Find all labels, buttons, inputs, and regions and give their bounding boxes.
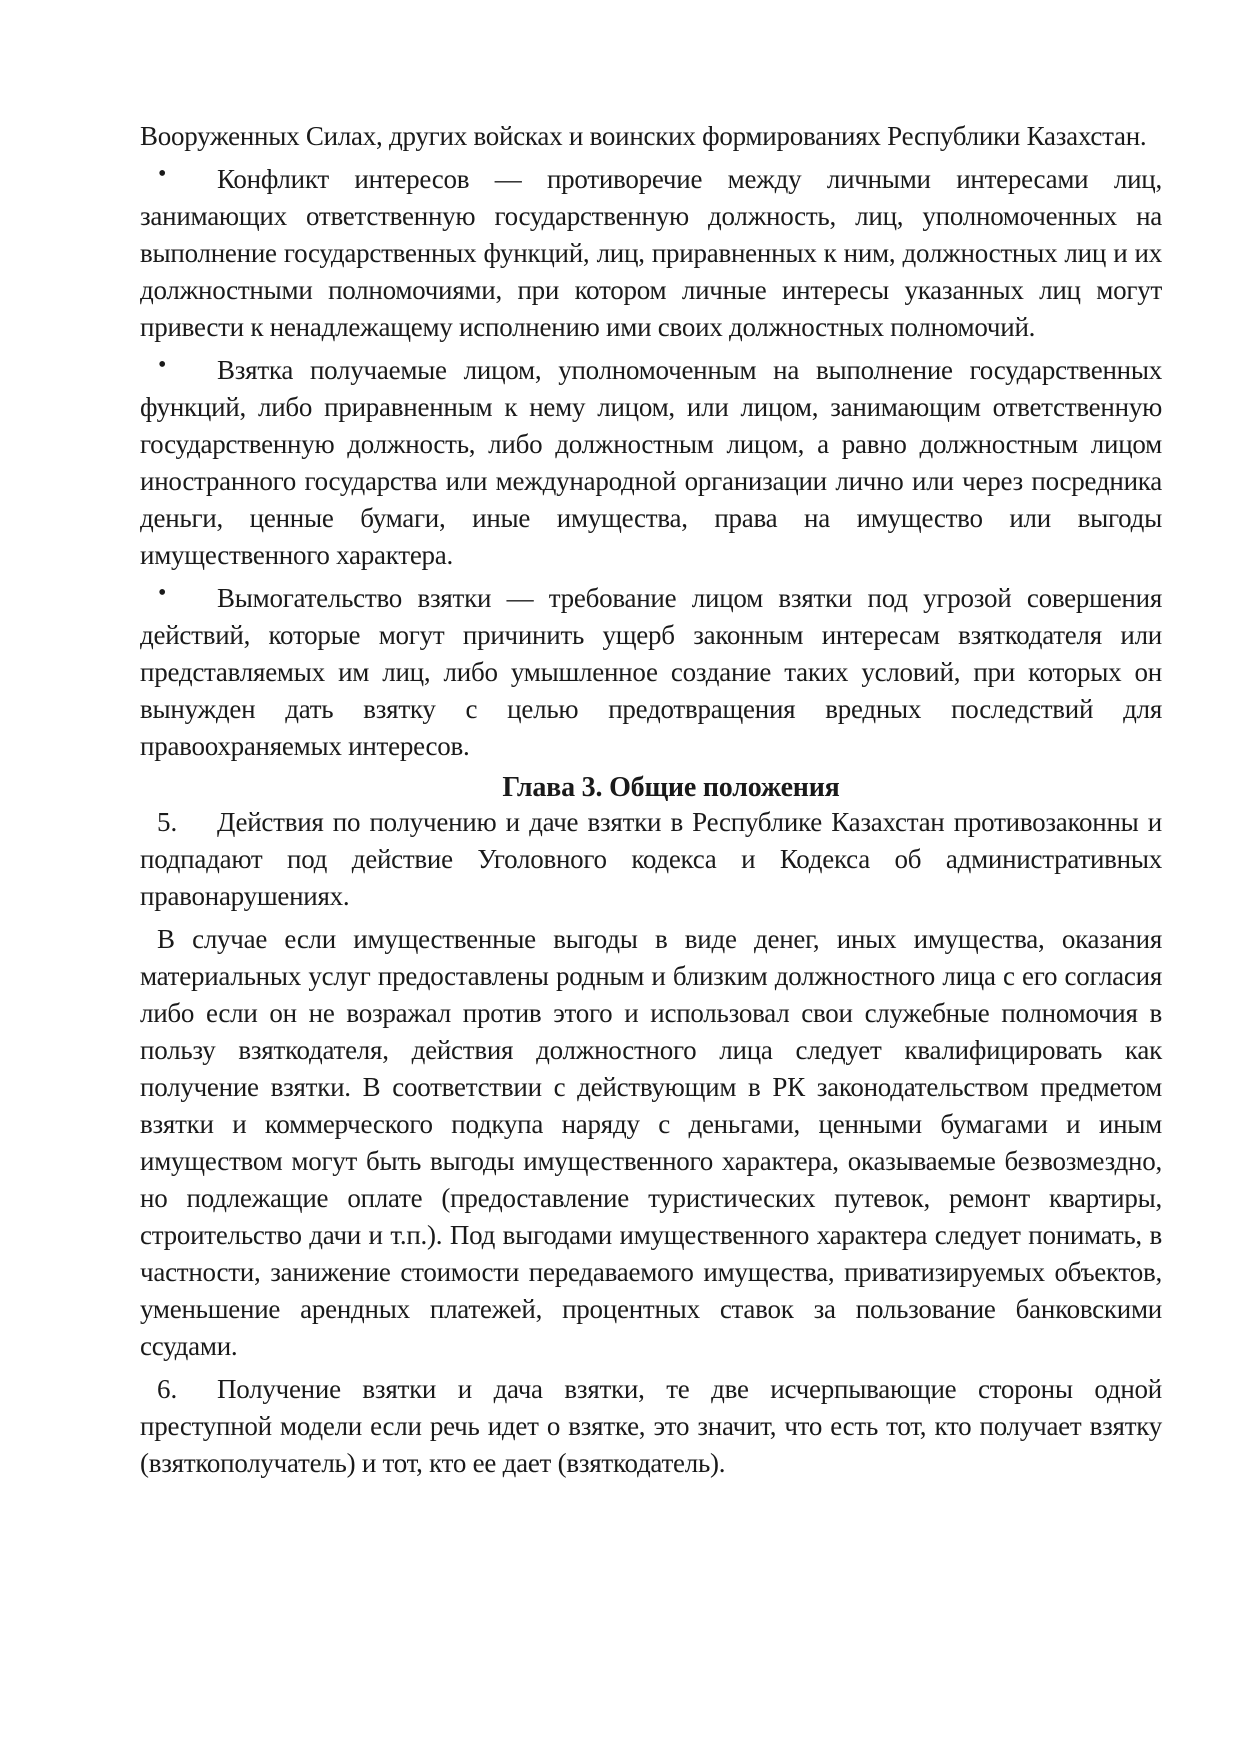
chapter-heading: Глава 3. Общие положения (502, 772, 840, 803)
bullet-item-extortion (140, 580, 1162, 765)
numbered-item-5 (140, 804, 1162, 915)
item-text: Получение взятки и дача взятки, те две исчерпывающие стороны одной преступной модели если речь идет о взятке, это значит, что есть тот, кто получает взятку (взяткополучатель) и тот, кто ее дает (взяткодатель). (140, 1374, 1162, 1478)
bullet-item-conflict-of-interest (140, 161, 1162, 346)
bullet-icon: • (158, 580, 167, 606)
bullet-text: Конфликт интересов — противоречие между личными интересами лиц, занимающих ответственную государственную должность, лиц, уполномоченных на выполнение государственных функций, лиц, приравненных к ним, должностных лиц и их должностными полномочиями, при котором личные интересы указанных лиц могут привести к ненадлежащему исполнению ими своих должностных полномочий. (140, 164, 1162, 342)
bullet-item-bribe (140, 352, 1162, 574)
page-content (140, 118, 1162, 1482)
bullet-text: Взятка получаемые лицом, уполномоченным на выполнение государственных функций, либо приравненным к нему лицом, или лицом, занимающим ответственную государственную должность, либо должностным лицом, а равно должностным лицом иностранного государства или международной организации лично или через посредника деньги, ценные бумаги, иные имущества, права на имущество или выгоды имущественного характера. (140, 355, 1162, 570)
bullet-text: Вымогательство взятки — требование лицом взятки под угрозой совершения действий, которые могут причинить ущерб законным интересам взяткодателя или представляемых им лиц, либо умышленное создание таких условий, при которых он вынужден дать взятку с целью предотвращения вредных последствий для правоохраняемых интересов. (140, 583, 1162, 761)
item-number: 6. (157, 1374, 178, 1404)
bullet-icon: • (158, 352, 167, 378)
item-text: Действия по получению и даче взятки в Республике Казахстан противозаконны и подпадают под действие Уголовного кодекса и Кодекса об административных правонарушениях. (140, 807, 1162, 911)
body-paragraph: В случае если имущественные выгоды в виде денег, иных имущества, оказания материальных услуг предоставлены родным и близким должностного лица с его согласия либо если он не возражал против этого и использовал свои служебные полномочия в пользу взяткодателя, действия должностного лица следует квалифицировать как получение взятки. В соответствии с действующим в РК законодательством предметом взятки и коммерческого подкупа наряду с деньгами, ценными бумагами и иным имуществом могут быть выгоды имущественного характера, оказываемые безвозмездно, но подлежащие оплате (предоставление туристических путевок, ремонт квартиры, строительство дачи и т.п.). Под выгодами имущественного характера следует понимать, в частности, занижение стоимости передаваемого имущества, приватизируемых объектов, уменьшение арендных платежей, процентных ставок за пользование банковскими ссудами. (140, 924, 1162, 1361)
continuation-paragraph: Вооруженных Силах, других войсках и воинских формированиях Республики Казахстан. (140, 121, 1147, 151)
bullet-icon: • (158, 161, 167, 187)
item-number: 5. (157, 807, 178, 837)
numbered-item-6 (140, 1371, 1162, 1482)
